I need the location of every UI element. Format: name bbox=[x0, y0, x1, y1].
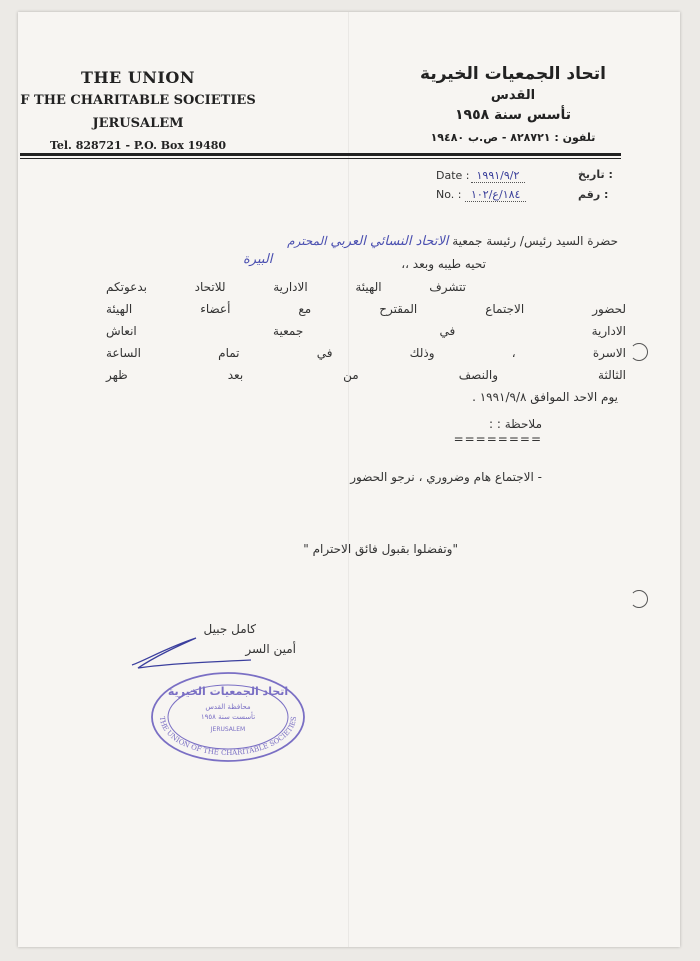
greeting: تحيه طيبه وبعد ،، bbox=[401, 257, 486, 271]
date-value: ١٩٩١/٩/٢ bbox=[471, 169, 526, 183]
ref-label-ar: رقم : bbox=[578, 188, 609, 201]
respected-handwritten: المحترم bbox=[287, 234, 327, 248]
salutation-line bbox=[287, 234, 618, 249]
ref-label-en: No. : bbox=[436, 188, 462, 201]
letterhead-ar-contact: تلفون : ٨٢٨٧٢١ - ص.ب ١٩٤٨٠ bbox=[430, 131, 596, 144]
ref-field-en bbox=[436, 188, 526, 201]
letterhead-en-city: JERUSALEM bbox=[92, 116, 184, 131]
letterhead-arabic bbox=[398, 64, 628, 144]
ref-value: ١٨٤/ع/١٠٢ bbox=[465, 188, 526, 202]
body-line-5: الثالثة والنصف من بعد ظهر bbox=[106, 368, 626, 382]
salutation-handwritten: الاتحاد النسائي العربي bbox=[330, 234, 449, 249]
letterhead-ar-title: اتحاد الجمعيات الخيرية bbox=[420, 64, 606, 84]
date-label-ar: تاريخ : bbox=[578, 168, 613, 181]
letterhead-en-contact: Tel. 828721 - P.O. Box 19480 bbox=[49, 139, 227, 152]
stamp-arabic-mid: محافظة القدس bbox=[205, 703, 251, 711]
society-stamp bbox=[148, 667, 308, 767]
letterhead-en-subtitle: F THE CHARITABLE SOCIETIES bbox=[20, 93, 256, 108]
closing-line: "وتفضلوا بقبول فائق الاحترام " bbox=[303, 542, 458, 556]
body-line-6: يوم الاحد الموافق ١٩٩١/٩/٨ . bbox=[472, 390, 618, 404]
notes-label: ملاحظة : : bbox=[489, 417, 542, 431]
stamp-arabic-top: اتحاد الجمعيات الخيرية bbox=[167, 685, 289, 698]
header-rule-thin bbox=[20, 158, 621, 159]
body-line-1: تتشرف الهيئة الادارية للاتحاد بدعوتكم bbox=[106, 280, 466, 294]
letterhead-ar-city: القدس bbox=[490, 88, 536, 103]
stamp-english-ring: THE UNION OF THE CHARITABLE SOCIETIES bbox=[157, 716, 299, 758]
signatory-name: كامل جبيل bbox=[203, 622, 256, 636]
city-handwritten: البيرة bbox=[243, 252, 273, 267]
signatory-title: أمين السر bbox=[245, 642, 296, 656]
punch-hole-bottom bbox=[630, 590, 648, 608]
header-rule-thick bbox=[20, 153, 621, 156]
letterhead-english bbox=[18, 68, 258, 152]
notes-underline: ======== bbox=[453, 432, 542, 446]
letterhead-en-title: THE UNION bbox=[81, 68, 195, 87]
meeting-note: - الاجتماع هام وضروري ، نرجو الحضور bbox=[350, 470, 542, 484]
punch-hole-top bbox=[630, 343, 648, 361]
letterhead-ar-founded: تأسس سنة ١٩٥٨ bbox=[455, 107, 571, 123]
body-line-4: الاسرة ، وذلك في تمام الساعة bbox=[106, 346, 626, 360]
date-field-en: Date : ١٩٩١/٩/٢ bbox=[436, 169, 525, 182]
body-line-2: لحضور الاجتماع المقترح مع أعضاء الهيئة bbox=[106, 302, 626, 316]
stamp-city: JERUSALEM bbox=[210, 726, 246, 733]
date-label-en: Date bbox=[436, 169, 463, 182]
stamp-arabic-year: تأسست سنة ١٩٥٨ bbox=[200, 713, 256, 721]
body-line-3: الادارية في جمعية انعاش bbox=[106, 324, 626, 338]
salutation-text: حضرة السيد رئيس/ رئيسة جمعية bbox=[452, 234, 618, 248]
letter-page bbox=[18, 12, 680, 947]
